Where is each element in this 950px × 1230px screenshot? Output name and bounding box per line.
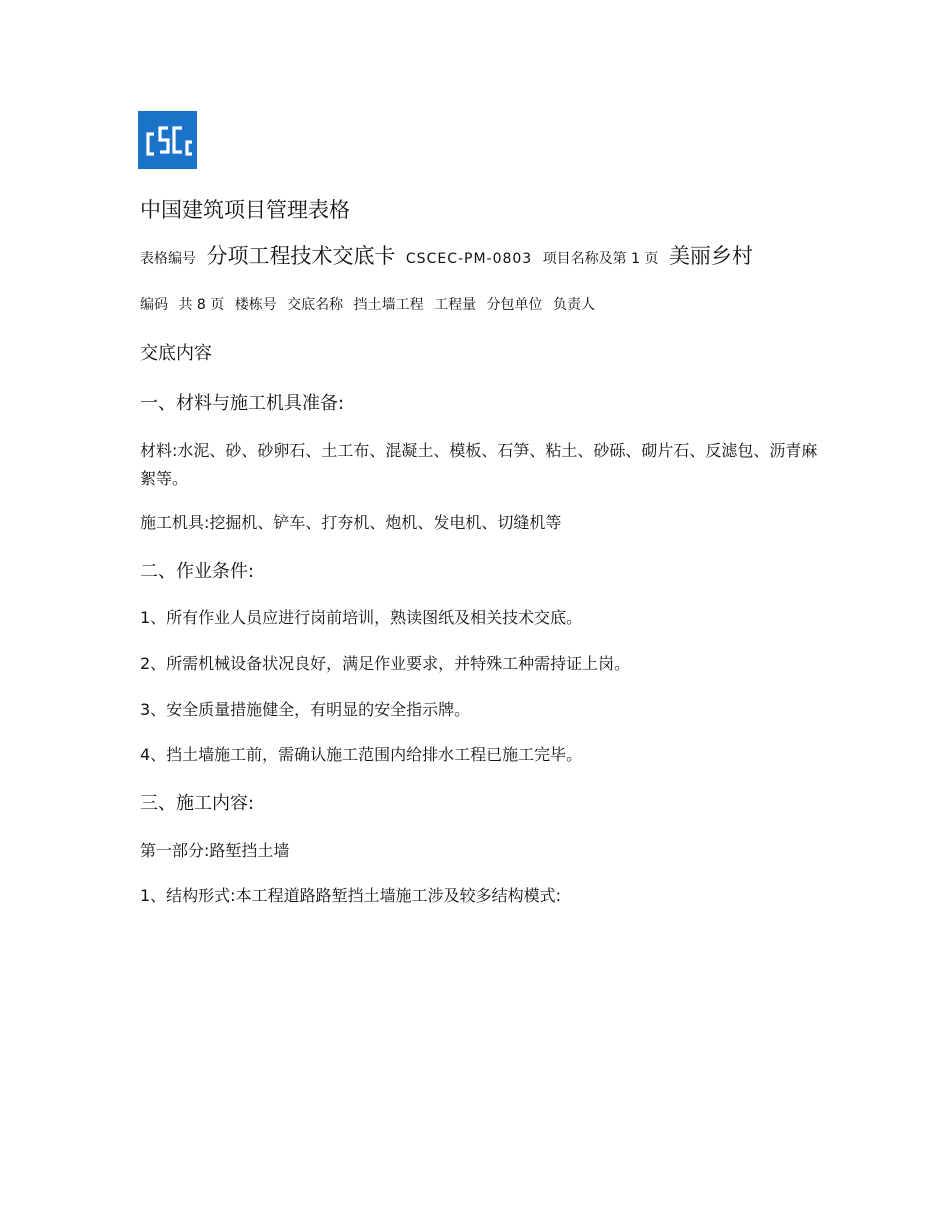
form-name: 分项工程技术交底卡 [206, 244, 396, 268]
list-item: 1、所有作业人员应进行岗前培训，熟读图纸及相关技术交底。 [140, 608, 583, 627]
form-info-row [140, 246, 753, 267]
list-item: 4、挡土墙施工前，需确认施工范围内给排水工程已施工完毕。 [140, 745, 583, 764]
cscec-logo-icon [142, 120, 194, 160]
meta-item: 负责人 [552, 297, 595, 313]
section-2-title: 二、作业条件: [140, 561, 255, 582]
meta-item: 共 8 页 [178, 297, 225, 313]
list-item: 2、所需机械设备状况良好，满足作业要求，并特殊工种需持证上岗。 [140, 654, 631, 673]
section-1-title: 一、材料与施工机具准备: [140, 393, 345, 414]
content-heading: 交底内容 [140, 343, 212, 364]
list-item: 3、安全质量措施健全，有明显的安全指示牌。 [140, 700, 471, 719]
meta-item: 挡土墙工程 [353, 297, 424, 313]
meta-item: 编码 [140, 297, 168, 313]
section-3-title: 三、施工内容: [140, 793, 255, 814]
part-1-title: 第一部分:路堑挡土墙 [140, 841, 290, 860]
meta-item: 楼栋号 [234, 297, 277, 313]
form-number-label: 表格编号 [140, 251, 196, 267]
project-label: 项目名称及第 1 页 [542, 251, 659, 267]
project-name: 美丽乡村 [668, 244, 753, 268]
structure-item: 1、结构形式:本工程道路路堑挡土墙施工涉及较多结构模式: [140, 886, 561, 905]
meta-item: 工程量 [434, 297, 477, 313]
materials-paragraph: 材料:水泥、砂、砂卵石、土工布、混凝土、模板、石笋、粘土、砂砾、砌片石、反滤包、沥青麻絮等。 [140, 441, 818, 488]
tools-paragraph: 施工机具:挖掘机、铲车、打夯机、炮机、发电机、切缝机等 [140, 513, 562, 532]
cscec-logo [138, 111, 197, 169]
page-title: 中国建筑项目管理表格 [140, 198, 350, 222]
meta-item: 交底名称 [287, 297, 344, 313]
form-code: CSCEC-PM-0803 [405, 251, 533, 267]
meta-row [140, 298, 595, 312]
meta-item: 分包单位 [486, 297, 543, 313]
